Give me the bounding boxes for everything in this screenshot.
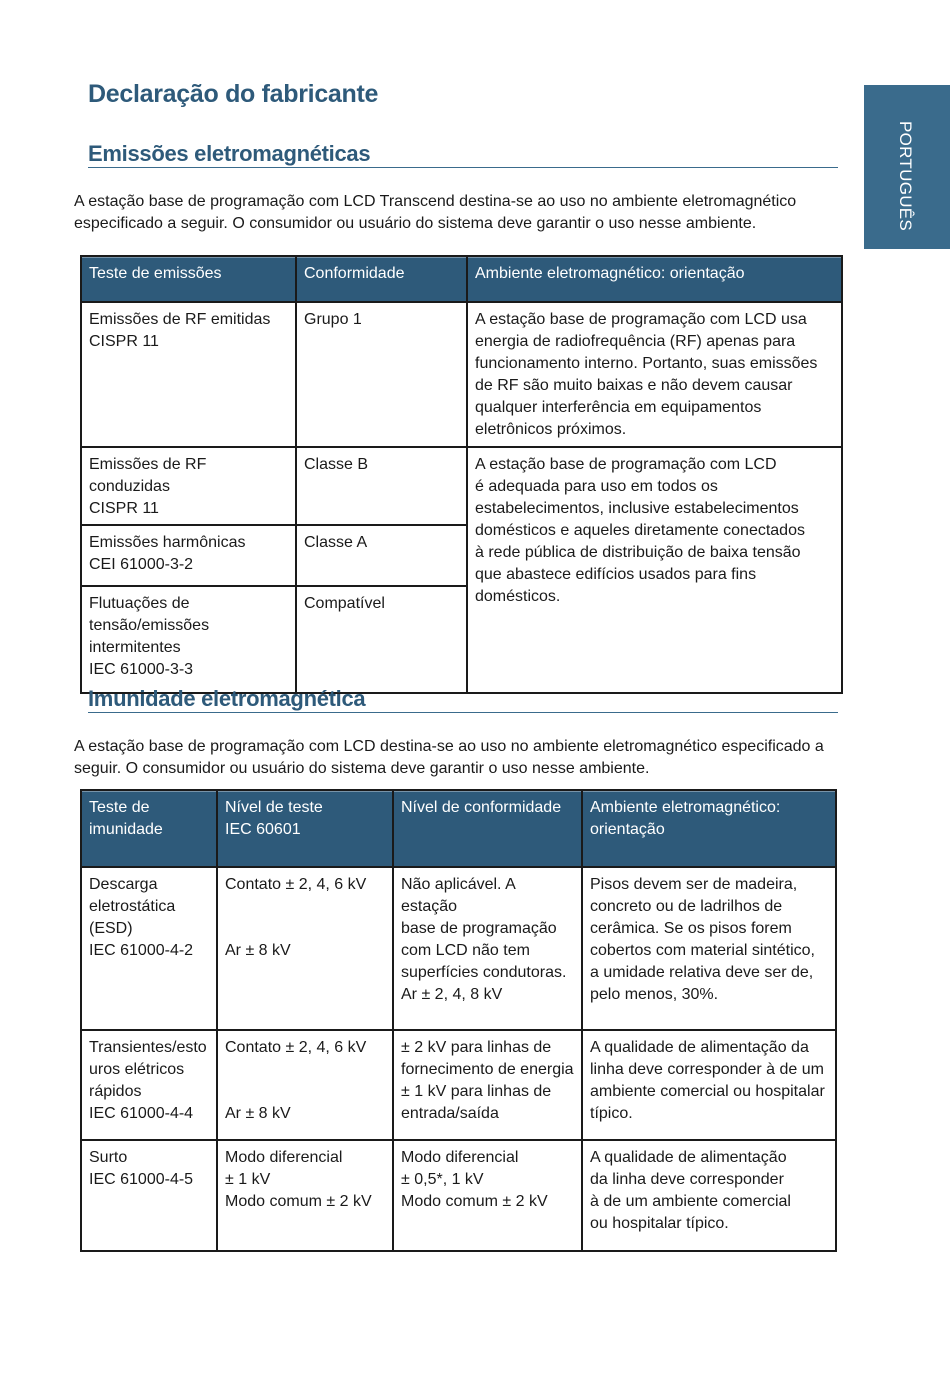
emissions-compliance-cell: Classe B <box>296 447 467 525</box>
language-tab[interactable] <box>864 85 950 249</box>
immunity-header-guidance: Ambiente eletromagnético: orientação <box>582 790 836 867</box>
immunity-table <box>80 789 837 1252</box>
immunity-test-cell: Surto IEC 61000-4-5 <box>81 1140 217 1251</box>
emissions-heading: Emissões eletromagnéticas <box>88 141 838 168</box>
immunity-level-cell: Contato ± 2, 4, 6 kV Ar ± 8 kV <box>217 1030 393 1140</box>
emissions-header-compliance: Conformidade <box>296 256 467 302</box>
emissions-guidance-cell: A estação base de programação com LCD é adequada para uso em todos os estabelecimentos, inclusive estabelecimentos domésticos e aqueles diretamente conectados à rede pública de distribuição de baixa tensão que abastece edifícios usados para fins domésticos. <box>467 447 842 693</box>
table-row <box>81 447 842 525</box>
immunity-guidance-cell: Pisos devem ser de madeira, concreto ou de ladrilhos de cerâmica. Se os pisos forem cobertos com material sintético, a umidade relativa deve ser de, pelo menos, 30%. <box>582 867 836 1030</box>
immunity-heading: Imunidade eletromagnética <box>88 686 838 713</box>
table-row <box>81 867 836 1030</box>
emissions-test-cell: Emissões de RF emitidas CISPR 11 <box>81 302 296 447</box>
emissions-header-guidance: Ambiente eletromagnético: orientação <box>467 256 842 302</box>
immunity-test-cell: Transientes/esto uros elétricos rápidos IEC 61000-4-4 <box>81 1030 217 1140</box>
emissions-header-test: Teste de emissões <box>81 256 296 302</box>
immunity-header-compliance: Nível de conformidade <box>393 790 582 867</box>
immunity-compliance-cell: Não aplicável. A estação base de programação com LCD não tem superfícies condutoras. Ar ± 2, 4, 8 kV <box>393 867 582 1030</box>
immunity-level-cell: Contato ± 2, 4, 6 kV Ar ± 8 kV <box>217 867 393 1030</box>
emissions-test-cell: Emissões de RF conduzidas CISPR 11 <box>81 447 296 525</box>
immunity-test-cell: Descarga eletrostática (ESD) IEC 61000-4-2 <box>81 867 217 1030</box>
immunity-intro: A estação base de programação com LCD destina-se ao uso no ambiente eletromagnético especificado a seguir. O consumidor ou usuário do sistema deve garantir o uso nesse ambiente. <box>74 738 824 777</box>
emissions-intro: A estação base de programação com LCD Transcend destina-se ao uso no ambiente eletromagnético especificado a seguir. O consumidor ou usuário do sistema deve garantir o uso nesse ambiente. <box>74 193 797 232</box>
immunity-header-test: Teste de imunidade <box>81 790 217 867</box>
immunity-compliance-cell: Modo diferencial ± 0,5*, 1 kV Modo comum ± 2 kV <box>393 1140 582 1251</box>
emissions-guidance-cell: A estação base de programação com LCD usa energia de radiofrequência (RF) apenas para funcionamento interno. Portanto, suas emissões de RF são muito baixas e não devem causar qualquer interferência em equipamentos eletrônicos próximos. <box>467 302 842 447</box>
emissions-compliance-cell: Compatível <box>296 586 467 693</box>
emissions-compliance-cell: Classe A <box>296 525 467 586</box>
emissions-compliance-cell: Grupo 1 <box>296 302 467 447</box>
page-title: Declaração do fabricante <box>88 80 379 108</box>
immunity-guidance-cell: A qualidade de alimentação da linha deve corresponder à de um ambiente comercial ou hospitalar típico. <box>582 1140 836 1251</box>
table-row <box>81 1140 836 1251</box>
table-row <box>81 1030 836 1140</box>
language-tab-label: PORTUGUÊS <box>896 121 915 232</box>
immunity-level-cell: Modo diferencial ± 1 kV Modo comum ± 2 kV <box>217 1140 393 1251</box>
emissions-test-cell: Flutuações de tensão/emissões intermitentes IEC 61000-3-3 <box>81 586 296 693</box>
immunity-guidance-cell: A qualidade de alimentação da linha deve corresponder à de um ambiente comercial ou hospitalar típico. <box>582 1030 836 1140</box>
table-row <box>81 302 842 447</box>
emissions-test-cell: Emissões harmônicas CEI 61000-3-2 <box>81 525 296 586</box>
immunity-compliance-cell: ± 2 kV para linhas de fornecimento de energia ± 1 kV para linhas de entrada/saída <box>393 1030 582 1140</box>
immunity-header-level: Nível de teste IEC 60601 <box>217 790 393 867</box>
emissions-table <box>80 255 843 694</box>
